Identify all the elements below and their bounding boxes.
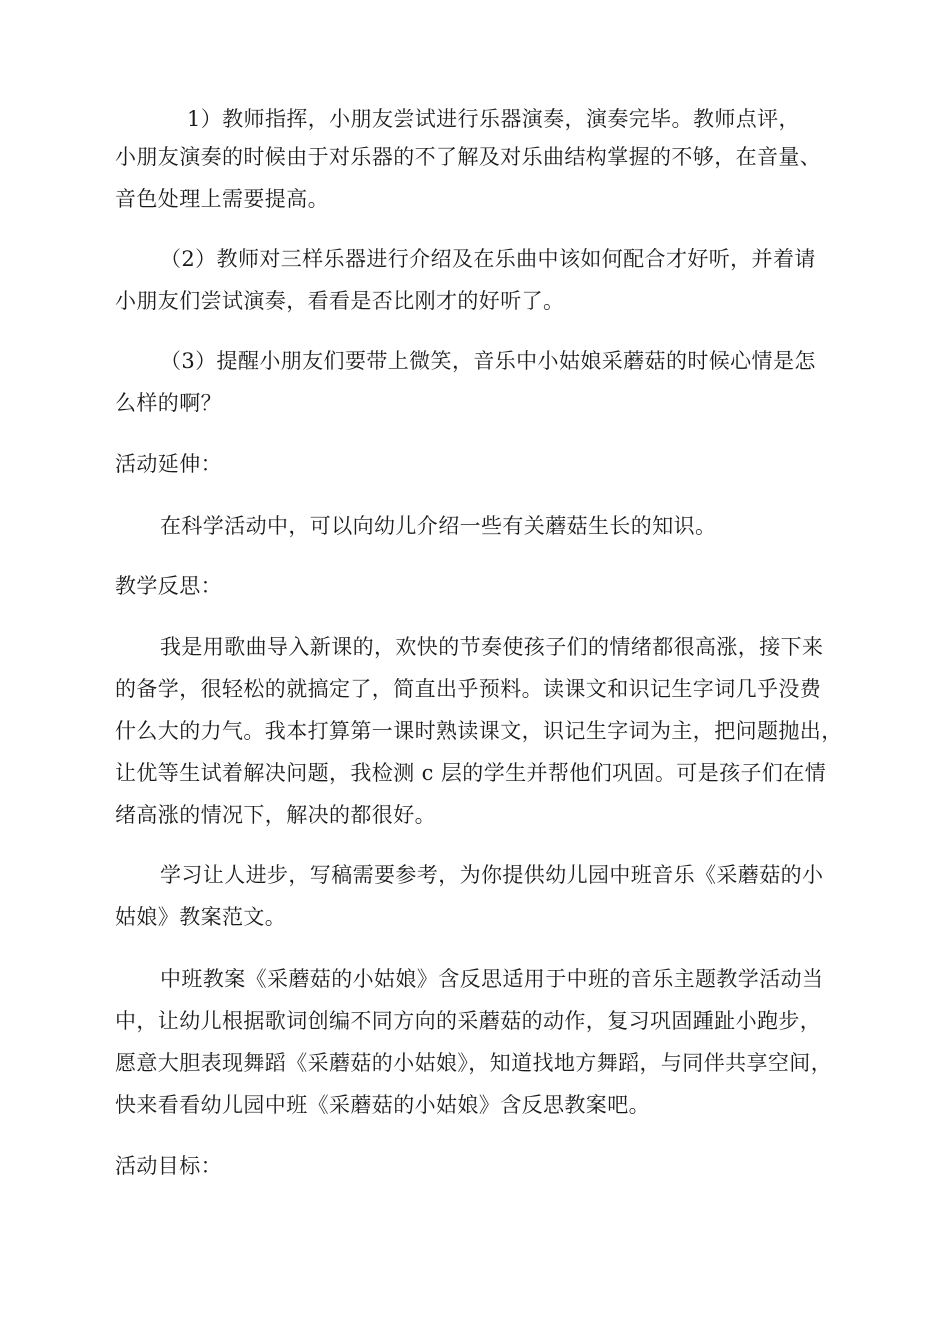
text-line: 什么大的力气。我本打算第一课时熟读课文，识记生字词为主，把问题抛出， [115, 719, 843, 743]
section-heading: 活动延伸： [115, 452, 222, 476]
text-line: 么样的啊？ [115, 391, 222, 415]
text-line: （3）提醒小朋友们要带上微笑，音乐中小姑娘采蘑菇的时候心情是怎 [160, 349, 816, 373]
text-line: 1）教师指挥，小朋友尝试进行乐器演奏，演奏完毕。教师点评， [187, 107, 800, 131]
text-line: 小朋友演奏的时候由于对乐器的不了解及对乐曲结构掌握的不够，在音量、 [115, 145, 822, 169]
text-line: 愿意大胆表现舞蹈《采蘑菇的小姑娘》，知道找地方舞蹈，与同伴共享空间， [115, 1051, 833, 1075]
text-line: 音色处理上需要提高。 [115, 187, 329, 211]
text-line: 姑娘》教案范文。 [115, 905, 287, 929]
text-line: 让优等生试着解决问题，我检测 c 层的学生并帮他们巩固。可是孩子们在情 [115, 761, 827, 785]
text-line: 快来看看幼儿园中班《采蘑菇的小姑娘》含反思教案吧。 [115, 1093, 650, 1117]
text-line: （2）教师对三样乐器进行介绍及在乐曲中该如何配合才好听，并着请 [160, 247, 816, 271]
text-line: 我是用歌曲导入新课的，欢快的节奏使孩子们的情绪都很高涨，接下来 [160, 635, 824, 659]
section-heading: 教学反思： [115, 574, 222, 598]
text-line: 中班教案《采蘑菇的小姑娘》含反思适用于中班的音乐主题教学活动当 [160, 967, 824, 991]
text-line: 的备学，很轻松的就搞定了，简直出乎预料。读课文和识记生字词几乎没费 [115, 677, 822, 701]
text-line: 中，让幼儿根据歌词创编不同方向的采蘑菇的动作，复习巩固踵趾小跑步， [115, 1009, 822, 1033]
text-line: 绪高涨的情况下，解决的都很好。 [115, 803, 436, 827]
text-line: 学习让人进步，写稿需要参考，为你提供幼儿园中班音乐《采蘑菇的小 [160, 863, 824, 887]
text-line: 在科学活动中，可以向幼儿介绍一些有关蘑菇生长的知识。 [160, 514, 717, 538]
text-line: 小朋友们尝试演奏，看看是否比刚才的好听了。 [115, 289, 565, 313]
section-heading: 活动目标： [115, 1154, 222, 1178]
